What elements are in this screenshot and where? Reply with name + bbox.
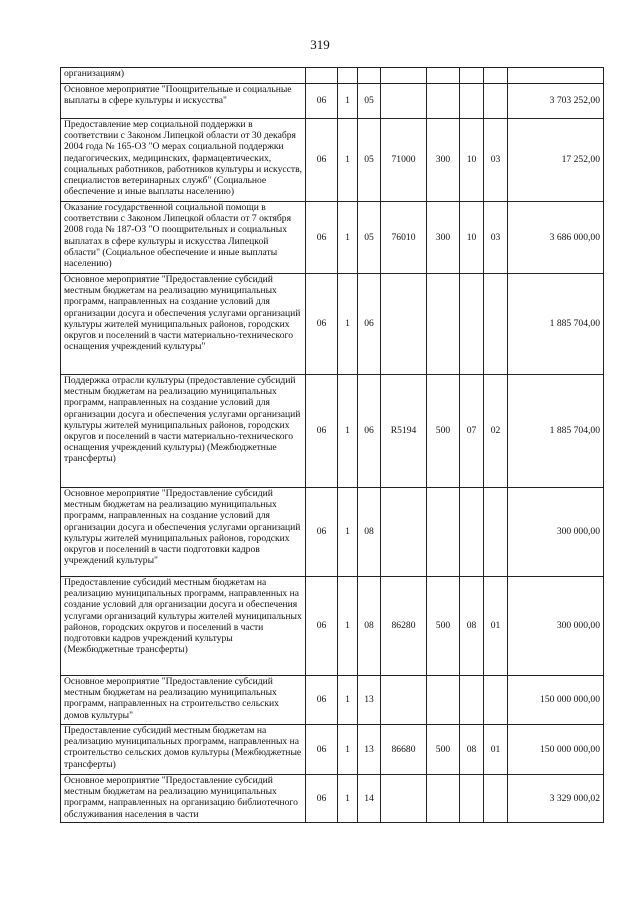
row-direction-code: [381, 84, 427, 119]
table-row: [61, 676, 604, 725]
row-subprogram-code: 1: [338, 725, 358, 775]
row-subsection: 01: [484, 577, 508, 676]
table-row: [61, 577, 604, 676]
row-expense-type: 300: [427, 119, 460, 202]
row-direction-code: [381, 274, 427, 375]
row-event-code: 06: [358, 375, 381, 488]
row-subsection: [484, 84, 508, 119]
row-program-code: [306, 68, 338, 84]
table-row: [61, 725, 604, 775]
row-section: [460, 775, 484, 823]
page-number: 319: [310, 37, 330, 52]
row-section: 08: [460, 577, 484, 676]
row-subsection: [484, 676, 508, 725]
row-event-code: 05: [358, 119, 381, 202]
row-expense-type: 500: [427, 375, 460, 488]
row-subsection: 01: [484, 725, 508, 775]
table-row: [61, 68, 604, 84]
row-program-code: 06: [306, 202, 338, 274]
row-subprogram-code: 1: [338, 119, 358, 202]
row-subprogram-code: 1: [338, 577, 358, 676]
row-subsection: [484, 775, 508, 823]
row-subprogram-code: [338, 68, 358, 84]
table-row: [61, 119, 604, 202]
row-direction-code: 76010: [381, 202, 427, 274]
row-description: Предоставление субсидий местным бюджетам на реализацию муниципальных программ, направленных на строительство сельских домов культуры (Межбюджетные трансферты): [61, 725, 306, 775]
table-row: [61, 375, 604, 488]
row-description: Основное мероприятие "Предоставление субсидий местным бюджетам на реализацию муниципальных программ, направленных на строительство сельских домов культуры": [61, 676, 306, 725]
table-body: [61, 68, 604, 823]
row-event-code: 08: [358, 488, 381, 577]
row-event-code: 13: [358, 676, 381, 725]
row-description: Предоставление субсидий местным бюджетам на реализацию муниципальных программ, направленных на создание условий для организации досуга и обеспечения услугами организаций культуры жителей муниципальных районов, городских округов и поселений в части подготовки кадров учреждений культуры (Межбюджетные трансферты): [61, 577, 306, 676]
row-amount: 3 703 252,00: [508, 84, 604, 119]
row-expense-type: [427, 274, 460, 375]
row-amount: 300 000,00: [508, 577, 604, 676]
row-direction-code: [381, 68, 427, 84]
row-program-code: 06: [306, 488, 338, 577]
row-subprogram-code: 1: [338, 84, 358, 119]
row-description: Предоставление мер социальной поддержки в соответствии с Законом Липецкой области от 30 декабря 2004 года № 165-ОЗ "О мерах социальной поддержки педагогических, медицинских, фармацевтических, социальных работников, работников культуры и искусств, специалистов ветеринарных служб" (Социальное обеспечение и иные выплаты населению): [61, 119, 306, 202]
table-row: [61, 84, 604, 119]
row-section: 08: [460, 725, 484, 775]
row-program-code: 06: [306, 725, 338, 775]
row-direction-code: 86680: [381, 725, 427, 775]
row-event-code: 05: [358, 84, 381, 119]
row-subprogram-code: 1: [338, 488, 358, 577]
row-program-code: 06: [306, 676, 338, 725]
row-event-code: [358, 68, 381, 84]
row-direction-code: [381, 488, 427, 577]
row-section: 10: [460, 202, 484, 274]
table-row: [61, 488, 604, 577]
row-program-code: 06: [306, 84, 338, 119]
row-subsection: 03: [484, 119, 508, 202]
row-section: [460, 274, 484, 375]
row-subprogram-code: 1: [338, 274, 358, 375]
row-subprogram-code: 1: [338, 202, 358, 274]
row-expense-type: [427, 775, 460, 823]
row-amount: 1 885 704,00: [508, 375, 604, 488]
row-description: Основное мероприятие "Предоставление субсидий местным бюджетам на реализацию муниципальных программ, направленных на создание условий для организации досуга и обеспечения услугами организаций культуры жителей муниципальных районов, городских округов и поселений в части подготовки кадров учреждений культуры": [61, 488, 306, 577]
row-expense-type: [427, 676, 460, 725]
row-description: Оказание государственной социальной помощи в соответствии с Законом Липецкой области от 7 октября 2008 года № 187-ОЗ "О поощрительных и социальных выплатах в сфере культуры и искусства Липецкой области" (Социальное обеспечение и иные выплаты населению): [61, 202, 306, 274]
row-amount: [508, 68, 604, 84]
row-description: Основное мероприятие "Предоставление субсидий местным бюджетам на реализацию муниципальных программ, направленных на создание условий для организации досуга и обеспечения услугами организаций культуры жителей муниципальных районов, городских округов и поселений в части материально-технического оснащения учреждений культуры": [61, 274, 306, 375]
row-expense-type: 300: [427, 202, 460, 274]
row-amount: 3 329 000,02: [508, 775, 604, 823]
row-subsection: [484, 488, 508, 577]
row-subsection: 03: [484, 202, 508, 274]
row-subsection: 02: [484, 375, 508, 488]
row-amount: 1 885 704,00: [508, 274, 604, 375]
row-amount: 17 252,00: [508, 119, 604, 202]
row-section: [460, 68, 484, 84]
row-direction-code: [381, 676, 427, 725]
row-event-code: 05: [358, 202, 381, 274]
row-direction-code: 86280: [381, 577, 427, 676]
row-program-code: 06: [306, 577, 338, 676]
row-section: 07: [460, 375, 484, 488]
row-amount: 3 686 000,00: [508, 202, 604, 274]
row-amount: 300 000,00: [508, 488, 604, 577]
row-subsection: [484, 68, 508, 84]
row-program-code: 06: [306, 775, 338, 823]
row-amount: 150 000 000,00: [508, 676, 604, 725]
table-row: [61, 274, 604, 375]
row-section: [460, 488, 484, 577]
row-program-code: 06: [306, 375, 338, 488]
row-direction-code: 71000: [381, 119, 427, 202]
row-event-code: 08: [358, 577, 381, 676]
row-direction-code: R5194: [381, 375, 427, 488]
row-program-code: 06: [306, 274, 338, 375]
row-description: Основное мероприятие "Предоставление субсидий местным бюджетам на реализацию муниципальных программ, направленных на организацию библиотечного обслуживания населения в части: [61, 775, 306, 823]
row-section: [460, 84, 484, 119]
row-amount: 150 000 000,00: [508, 725, 604, 775]
budget-table: [60, 67, 604, 823]
row-description: организациям): [61, 68, 306, 84]
table-row: [61, 775, 604, 823]
row-section: 10: [460, 119, 484, 202]
table-row: [61, 202, 604, 274]
row-description: Поддержка отрасли культуры (предоставление субсидий местным бюджетам на реализацию муниципальных программ, направленных на создание условий для организации досуга и обеспечения услугами организаций культуры жителей муниципальных районов, городских округов и поселений в части материально-технического оснащения учреждений культуры) (Межбюджетные трансферты): [61, 375, 306, 488]
row-expense-type: [427, 68, 460, 84]
row-expense-type: 500: [427, 725, 460, 775]
row-subprogram-code: 1: [338, 375, 358, 488]
row-program-code: 06: [306, 119, 338, 202]
row-direction-code: [381, 775, 427, 823]
row-event-code: 13: [358, 725, 381, 775]
row-event-code: 14: [358, 775, 381, 823]
row-description: Основное мероприятие "Поощрительные и социальные выплаты в сфере культуры и искусства": [61, 84, 306, 119]
row-expense-type: [427, 84, 460, 119]
row-event-code: 06: [358, 274, 381, 375]
row-subprogram-code: 1: [338, 676, 358, 725]
row-expense-type: [427, 488, 460, 577]
row-subprogram-code: 1: [338, 775, 358, 823]
row-expense-type: 500: [427, 577, 460, 676]
row-subsection: [484, 274, 508, 375]
row-section: [460, 676, 484, 725]
